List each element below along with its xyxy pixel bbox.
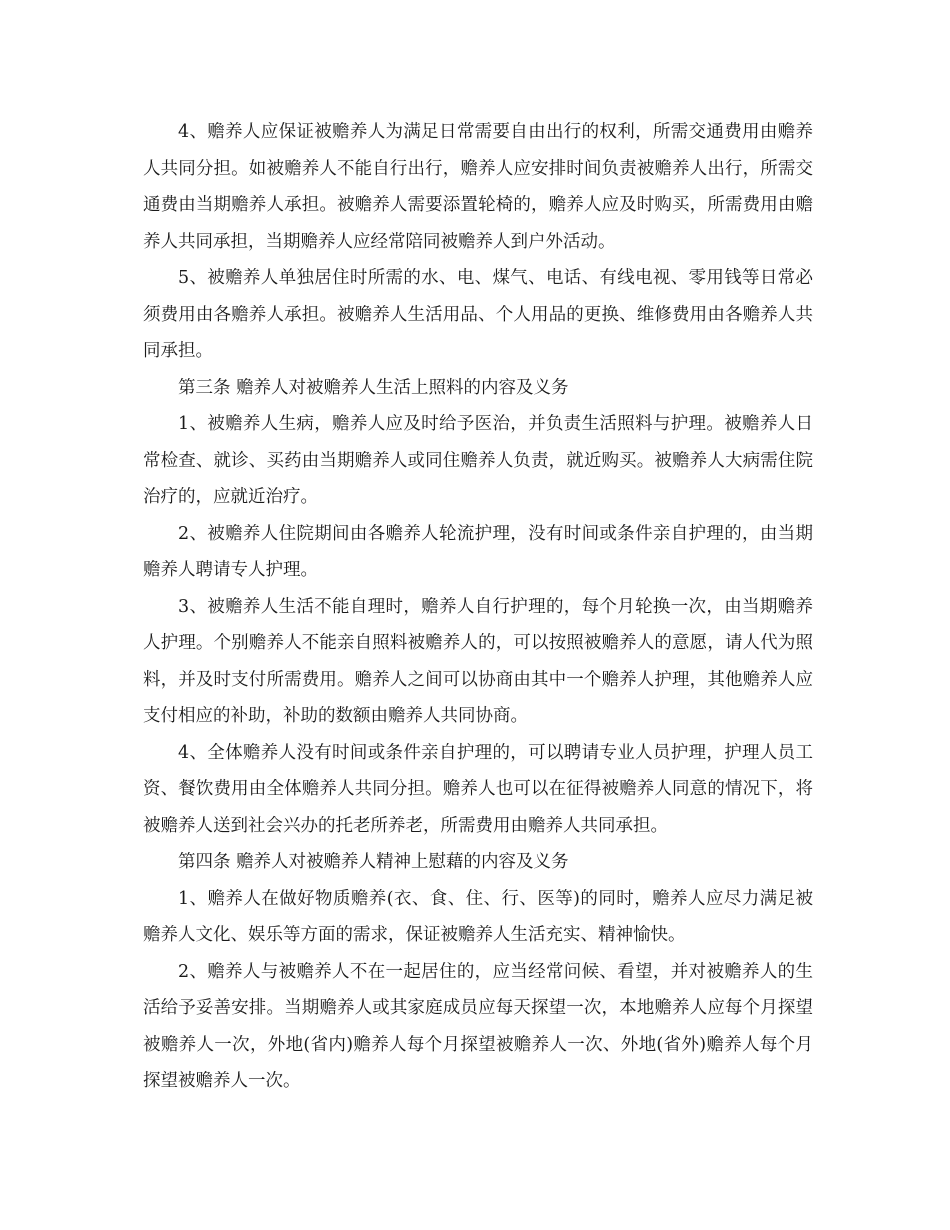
paragraph-self-care-rotation: 3、被赡养人生活不能自理时，赡养人自行护理的，每个月轮换一次，由当期赡养人护理。个别赡养人不能亲自照料被赡养人的，可以按照被赡养人的意愿，请人代为照料，并及时支付所需费用。赡养人之间可以协商由其中一个赡养人护理，其他赡养人应支付相应的补助，补助的数额由赡养人共同协商。 [143, 596, 813, 726]
document-body [143, 114, 813, 1100]
paragraph-illness-care: 1、被赡养人生病，赡养人应及时给予医治，并负责生活照料与护理。被赡养人日常检查、就诊、买药由当期赡养人或同住赡养人负责，就近购买。被赡养人大病需住院治疗的，应就近治疗。 [143, 414, 813, 507]
paragraph-professional-care: 4、全体赡养人没有时间或条件亲自护理的，可以聘请专业人员护理，护理人员工资、餐饮费用由全体赡养人共同分担。赡养人也可以在征得被赡养人同意的情况下，将被赡养人送到社会兴办的托老所养老，所需费用由赡养人共同承担。 [143, 742, 813, 836]
paragraph-hospital-care: 2、被赡养人住院期间由各赡养人轮流护理，没有时间或条件亲自护理的，由当期赡养人聘请专人护理。 [143, 523, 813, 580]
section-heading-article-3: 第三条 赡养人对被赡养人生活上照料的内容及义务 [178, 377, 569, 398]
paragraph-daily-expenses: 5、被赡养人单独居住时所需的水、电、煤气、电话、有线电视、零用钱等日常必须费用由各赡养人承担。被赡养人生活用品、个人用品的更换、维修费用由各赡养人共同承担。 [143, 268, 813, 361]
paragraph-visits: 2、赡养人与被赡养人不在一起居住的，应当经常问候、看望，并对被赡养人的生活给予妥善安排。当期赡养人或其家庭成员应每天探望一次，本地赡养人应每个月探望被赡养人一次，外地(省内)赡养人每个月探望被赡养人一次、外地(省外)赡养人每个月探望被赡养人一次。 [143, 961, 813, 1091]
paragraph-transport: 4、赡养人应保证被赡养人为满足日常需要自由出行的权利，所需交通费用由赡养人共同分担。如被赡养人不能自行出行，赡养人应安排时间负责被赡养人出行，所需交通费由当期赡养人承担。被赡养人需要添置轮椅的，赡养人应及时购买，所需费用由赡养人共同承担，当期赡养人应经常陪同被赡养人到户外活动。 [143, 122, 813, 252]
section-heading-article-4: 第四条 赡养人对被赡养人精神上慰藉的内容及义务 [178, 852, 569, 872]
paragraph-spiritual-needs: 1、赡养人在做好物质赡养(衣、食、住、行、医等)的同时，赡养人应尽力满足被赡养人文化、娱乐等方面的需求，保证被赡养人生活充实、精神愉快。 [143, 888, 813, 945]
